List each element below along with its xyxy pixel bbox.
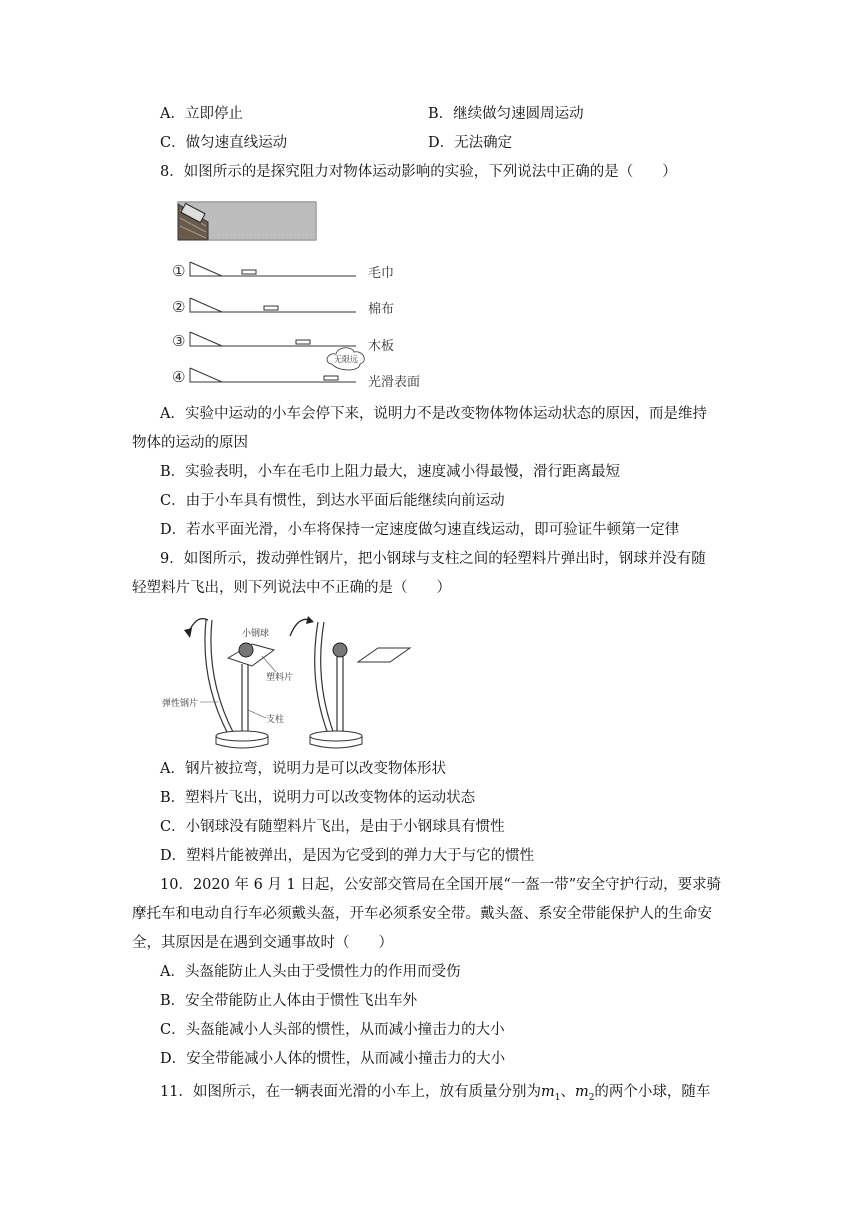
row-2-surface: 棉布 [368,302,395,317]
q9-option-b: B．塑料片飞出，说明力可以改变物体的运动状态 [160,790,476,806]
m2-symbol: m [574,1084,589,1100]
q10-stem-line2: 摩托车和电动自行车必须戴头盔，开车必须系安全带。戴头盔、系安全带能保护人的生命安 [132,906,712,922]
label-plastic: 塑料片 [266,673,294,683]
q9-option-a: A．钢片被拉弯，说明力是可以改变物体形状 [160,761,446,777]
q8-option-d: D．若水平面光滑，小车将保持一定速度做匀速直线运动，即可验证牛顿第一定律 [160,522,680,538]
q10-stem-line3: 全，其原因是在遇到交通事故时（ ） [132,935,393,951]
q9-stem-line1: 9．如图所示，拨动弹性钢片，把小钢球与支柱之间的轻塑料片弹出时，钢球并没有随 [160,551,706,567]
q10-option-a: A．头盔能防止人头由于受惯性力的作用而受伤 [160,964,461,980]
q8-figure [168,196,458,392]
row-4-surface: 光滑表面 [368,375,421,390]
label-post: 支柱 [266,715,285,725]
q7-option-a: A．立即停止 [160,106,243,122]
row-3-surface: 木板 [368,339,395,354]
q9-figure [160,610,430,752]
q11-separator: 、 [560,1084,575,1100]
q11-stem-post: 的两个小球，随车 [594,1084,711,1100]
cart-icon [296,340,310,344]
bubble-text: 无限远 [334,355,358,364]
m1-symbol: m [540,1084,555,1100]
cart-icon [242,270,256,274]
row-3-number: ③ [172,332,186,350]
apparatus-after [290,616,410,748]
q9-stem-line2: 轻塑料片飞出，则下列说法中不正确的是（ ） [132,580,451,596]
cart-icon [264,306,278,310]
q8-option-c: C．由于小车具有惯性，到达水平面后能继续向前运动 [160,493,505,509]
q11-stem [160,1082,710,1108]
q10-option-c: C．头盔能减小人头部的惯性，从而减小撞击力的大小 [160,1022,505,1038]
row-4-number: ④ [172,368,186,386]
row-1-number: ① [172,262,186,280]
q8-option-b: B．实验表明，小车在毛巾上阻力最大，速度减小得最慢，滑行距离最短 [160,464,621,480]
q7-option-b: B．继续做匀速圆周运动 [428,106,584,122]
m2-subscript: 2 [588,1092,595,1103]
q10-option-d: D．安全带能减小人体的惯性，从而减小撞击力的大小 [160,1051,506,1067]
ramp-illustration [178,202,316,240]
m1-subscript: 1 [554,1092,561,1103]
q11-stem-pre: 11．如图所示，在一辆表面光滑的小车上，放有质量分别为 [160,1084,541,1100]
q10-option-b: B．安全带能防止人体由于惯性飞出车外 [160,993,418,1009]
q9-option-d: D．塑料片能被弹出，是因为它受到的弹力大于与它的惯性 [160,848,535,864]
q8-option-a-line1: A．实验中运动的小车会停下来，说明力不是改变物体物体运动状态的原因，而是维持 [160,406,707,422]
q10-stem-line1: 10．2020 年 6 月 1 日起，公安部交管局在全国开展“一盔一带”安全守护行动，要求骑 [160,877,722,893]
label-spring: 弹性钢片 [162,699,199,709]
q8-stem: 8．如图所示的是探究阻力对物体运动影响的实验，下列说法中正确的是（ ） [160,164,677,180]
row-1-surface: 毛巾 [368,266,395,281]
q7-option-d: D．无法确定 [428,135,513,151]
label-ball: 小钢球 [242,629,270,639]
cart-icon [324,376,338,380]
q7-option-c: C．做匀速直线运动 [160,135,288,151]
q8-option-a-line2: 物体的运动的原因 [132,435,248,451]
row-2-number: ② [172,298,186,316]
q9-option-c: C．小钢球没有随塑料片飞出，是由于小钢球具有惯性 [160,819,505,835]
